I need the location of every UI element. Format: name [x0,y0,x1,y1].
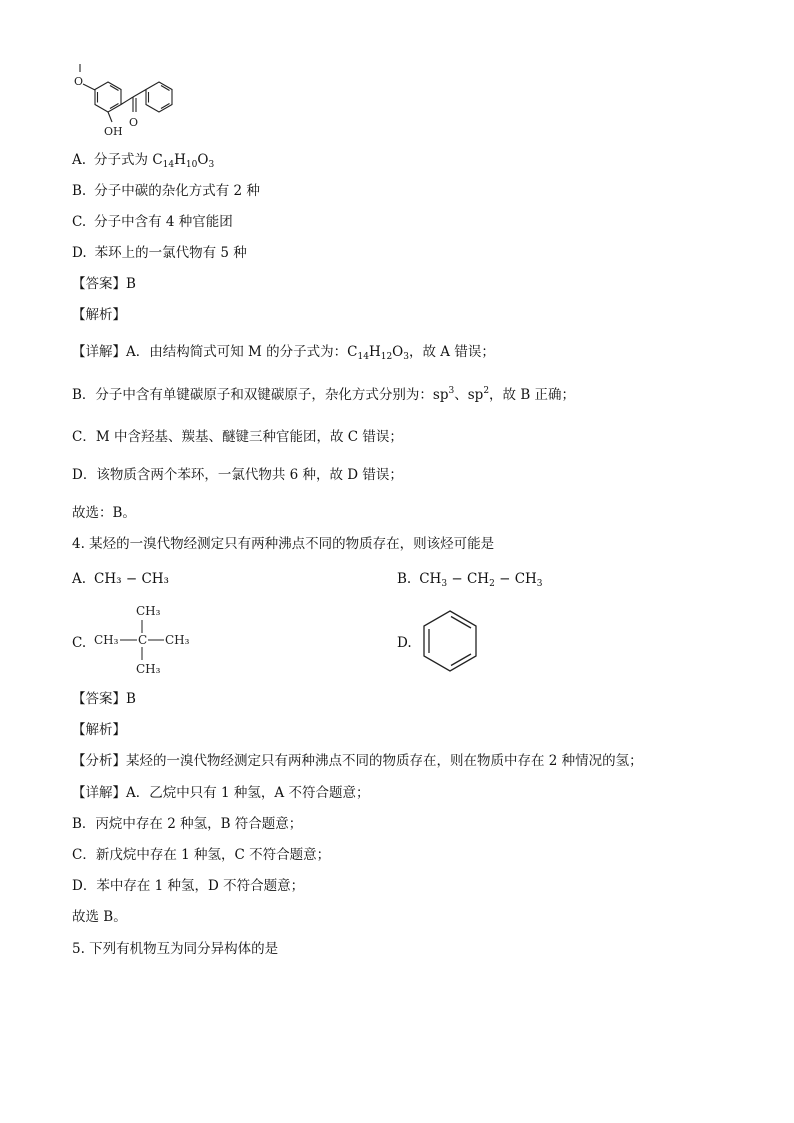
q3-molecule-structure [70,60,195,142]
q4-detail-d: D．苯中存在 1 种氢，D 不符合题意； [72,878,305,894]
q3-option-d: D. 苯环上的一氯代物有 5 种 [72,245,247,261]
q3-detail-a: 【详解】A．由结构简式可知 M 的分子式为：$C_{14}H_{12}O_3$，故 A 错误； [72,344,495,362]
q3-option-a: A. 分子式为 $C_{14}H_{10}O_3$ [72,152,215,170]
q3-detail-b: B．分子中含有单键碳原子和双键碳原子，杂化方式分别为：$sp^3$、$sp^2$，故 B 正确； [72,386,576,403]
q4-detail-c: C．新戊烷中存在 1 种氢，C 不符合题意； [72,847,331,863]
q4-detail-b: B．丙烷中存在 2 种氢，B 符合题意； [72,816,303,832]
q3-analysis-tag: 【解析】 [72,307,126,323]
svg-text:CH₃: CH₃ [136,604,161,618]
ketone-o-label: O [129,116,139,129]
benzene-ring-icon [418,608,482,674]
oh-label: OH [104,125,123,138]
q3-detail-c: C．M 中含羟基、羰基、醚键三种官能团，故 C 错误； [72,429,403,445]
q4-option-c-label: C. [72,635,87,651]
q4-option-a: A. CH₃ − CH₃ [72,571,169,587]
svg-text:CH₃: CH₃ [94,633,119,647]
svg-text:O: O [74,75,84,88]
q4-option-d-label: D. [397,635,412,651]
q3-conclusion: 故选：B。 [72,505,136,521]
q3-answer: 【答案】B [72,276,136,292]
svg-text:CH₃: CH₃ [136,662,161,676]
q3-detail-d: D．该物质含两个苯环，一氯代物共 6 种，故 D 错误； [72,467,403,483]
q4-analysis: 【分析】某烃的一溴代物经测定只有两种沸点不同的物质存在，则在物质中存在 2 种情况的氢； [72,753,643,769]
q4-detail-a: 【详解】A．乙烷中只有 1 种氢，A 不符合题意； [72,785,370,801]
svg-text:C: C [138,633,148,647]
q3-option-c: C. 分子中含有 4 种官能团 [72,214,233,230]
q5-stem: 5. 下列有机物互为同分异构体的是 [72,941,279,957]
q3-option-b: B. 分子中碳的杂化方式有 2 种 [72,183,260,199]
q4-answer: 【答案】B [72,691,136,707]
neopentane-structure [92,600,202,680]
svg-text:CH₃: CH₃ [165,633,190,647]
q4-option-b: B. $CH_3 - CH_2 - CH_3$ [397,571,543,589]
q4-analysis-tag: 【解析】 [72,722,126,738]
q4-conclusion: 故选 B。 [72,909,127,925]
q4-stem: 4. 某烃的一溴代物经测定只有两种沸点不同的物质存在，则该烃可能是 [72,536,495,552]
